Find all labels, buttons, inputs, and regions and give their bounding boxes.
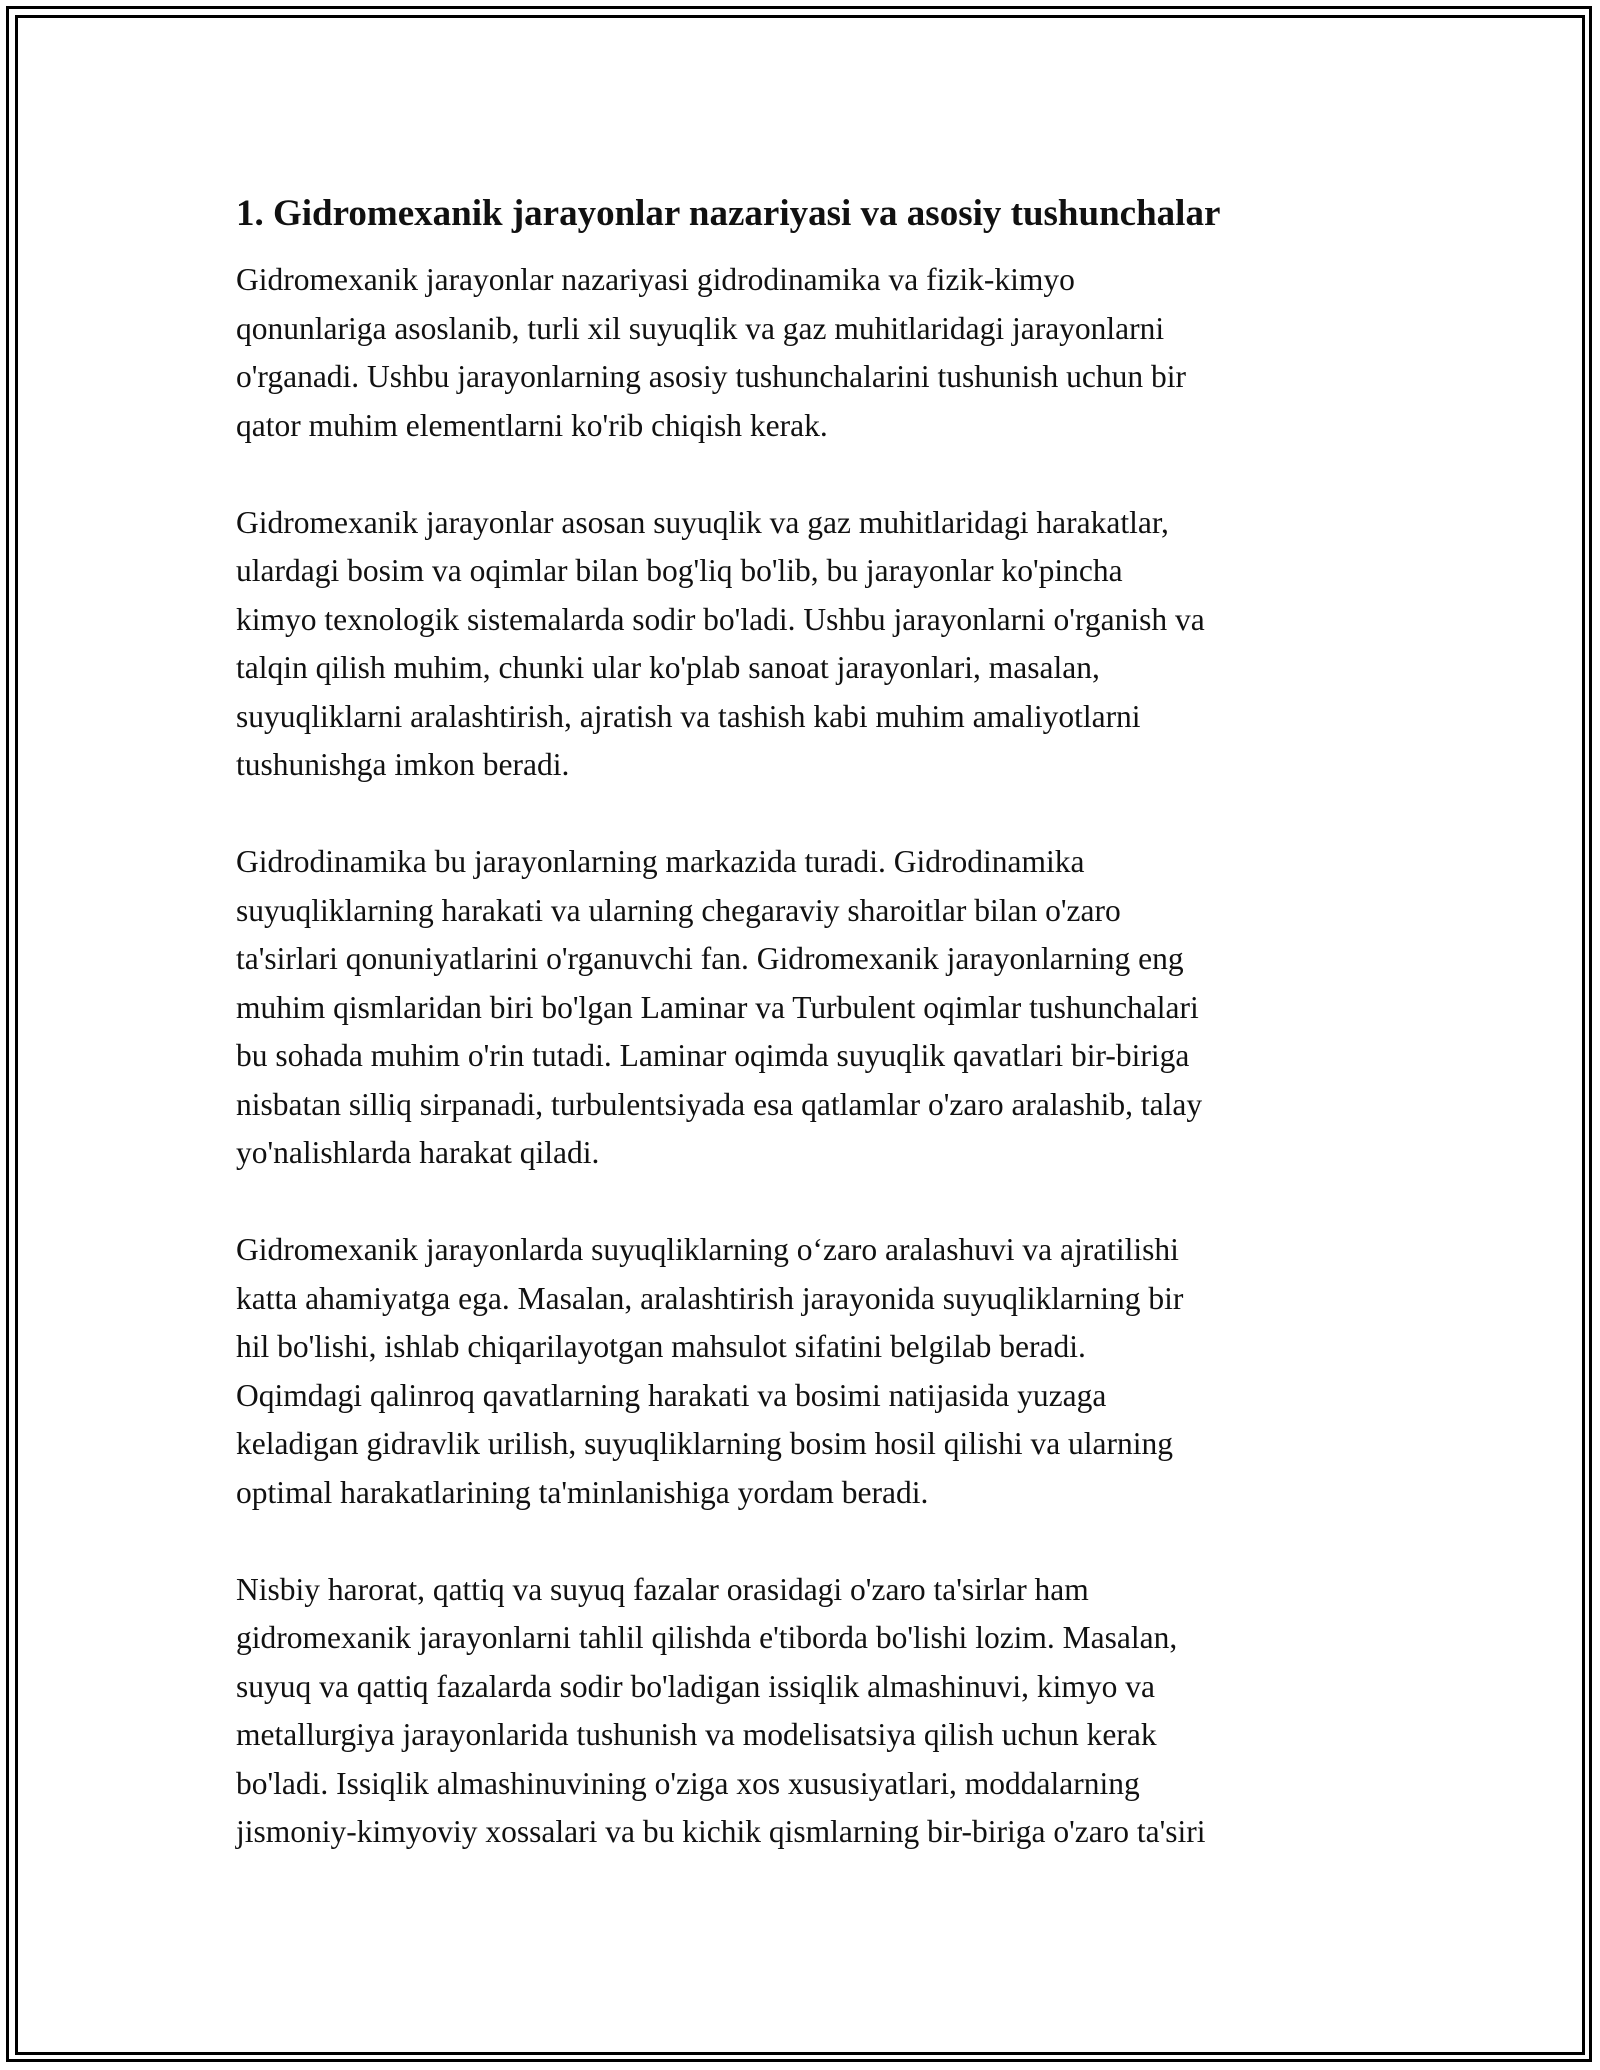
text-line: optimal harakatlarining ta'minlanishiga yordam beradi. — [236, 1474, 929, 1510]
text-line: metallurgiya jarayonlarida tushunish va modelisatsiya qilish uchun kerak — [236, 1717, 1157, 1752]
text-line: qator muhim elementlarni ko'rib chiqish kerak. — [236, 407, 828, 443]
text-line: tushunishga imkon beradi. — [236, 747, 570, 782]
section-heading: 1. Gidromexanik jarayonlar nazariyasi va asosiy tushunchalar — [236, 193, 1221, 234]
text-line: bo'ladi. Issiqlik almashinuvining o'ziga xos xususiyatlari, moddalarning — [236, 1765, 1140, 1801]
document-body — [236, 188, 1376, 1905]
text-line: Gidrodinamika bu jarayonlarning markazida turadi. Gidrodinamika — [236, 844, 1085, 879]
text-line: Gidromexanik jarayonlarda suyuqliklarning o‘zaro aralashuvi va ajratilishi — [236, 1232, 1179, 1267]
paragraph-1 — [236, 256, 1376, 450]
text-line: suyuq va qattiq fazalarda sodir bo'ladigan issiqlik almashinuvi, kimyo va — [236, 1668, 1155, 1704]
text-line: Gidromexanik jarayonlar asosan suyuqlik va gaz muhitlaridagi harakatlar, — [236, 504, 1169, 540]
text-line: o'rganadi. Ushbu jarayonlarning asosiy tushunchalarini tushunish uchun bir — [236, 359, 1186, 394]
text-line: suyuqliklarni aralashtirish, ajratish va tashish kabi muhim amaliyotlarni — [236, 698, 1141, 734]
paragraph-3 — [236, 838, 1376, 1178]
paragraph-5 — [236, 1566, 1376, 1857]
text-line: hil bo'lishi, ishlab chiqarilayotgan mahsulot sifatini belgilab beradi. — [236, 1329, 1086, 1364]
text-line: nisbatan silliq sirpanadi, turbulentsiyada esa qatlamlar o'zaro aralashib, talay — [236, 1086, 1203, 1122]
text-line: Oqimdagi qalinroq qavatlarning harakati va bosimi natijasida yuzaga — [236, 1377, 1107, 1413]
text-line: qonunlariga asoslanib, turli xil suyuqlik va gaz muhitlaridagi jarayonlarni — [236, 310, 1165, 346]
text-line: talqin qilish muhim, chunki ular ko'plab sanoat jarayonlari, masalan, — [236, 650, 1100, 685]
text-line: muhim qismlaridan biri bo'lgan Laminar va Turbulent oqimlar tushunchalari — [236, 989, 1199, 1025]
text-line: katta ahamiyatga ega. Masalan, aralashtirish jarayonida suyuqliklarning bir — [236, 1280, 1184, 1316]
text-line: Gidromexanik jarayonlar nazariyasi gidrodinamika va fizik-kimyo — [236, 262, 1075, 297]
text-line: suyuqliklarning harakati va ularning chegaraviy sharoitlar bilan o'zaro — [236, 892, 1121, 928]
text-line: ulardagi bosim va oqimlar bilan bog'liq bo'lib, bu jarayonlar ko'pincha — [236, 553, 1123, 588]
text-line: yo'nalishlarda harakat qiladi. — [236, 1135, 600, 1170]
text-line: ta'sirlari qonuniyatlarini o'rganuvchi fan. Gidromexanik jarayonlarning eng — [236, 941, 1184, 976]
paragraph-2 — [236, 499, 1376, 790]
text-line: keladigan gidravlik urilish, suyuqliklarning bosim hosil qilishi va ularning — [236, 1426, 1174, 1461]
paragraph-4 — [236, 1226, 1376, 1517]
text-line: Nisbiy harorat, qattiq va suyuq fazalar orasidagi o'zaro ta'sirlar ham — [236, 1571, 1089, 1607]
text-line: jismoniy-kimyoviy xossalari va bu kichik qismlarning bir-biriga o'zaro ta'siri — [236, 1814, 1206, 1849]
text-line: bu sohada muhim o'rin tutadi. Laminar oqimda suyuqlik qavatlari bir-biriga — [236, 1038, 1190, 1073]
text-line: kimyo texnologik sistemalarda sodir bo'ladi. Ushbu jarayonlarni o'rganish va — [236, 601, 1205, 637]
text-line: gidromexanik jarayonlarni tahlil qilishda e'tiborda bo'lishi lozim. Masalan, — [236, 1620, 1178, 1655]
